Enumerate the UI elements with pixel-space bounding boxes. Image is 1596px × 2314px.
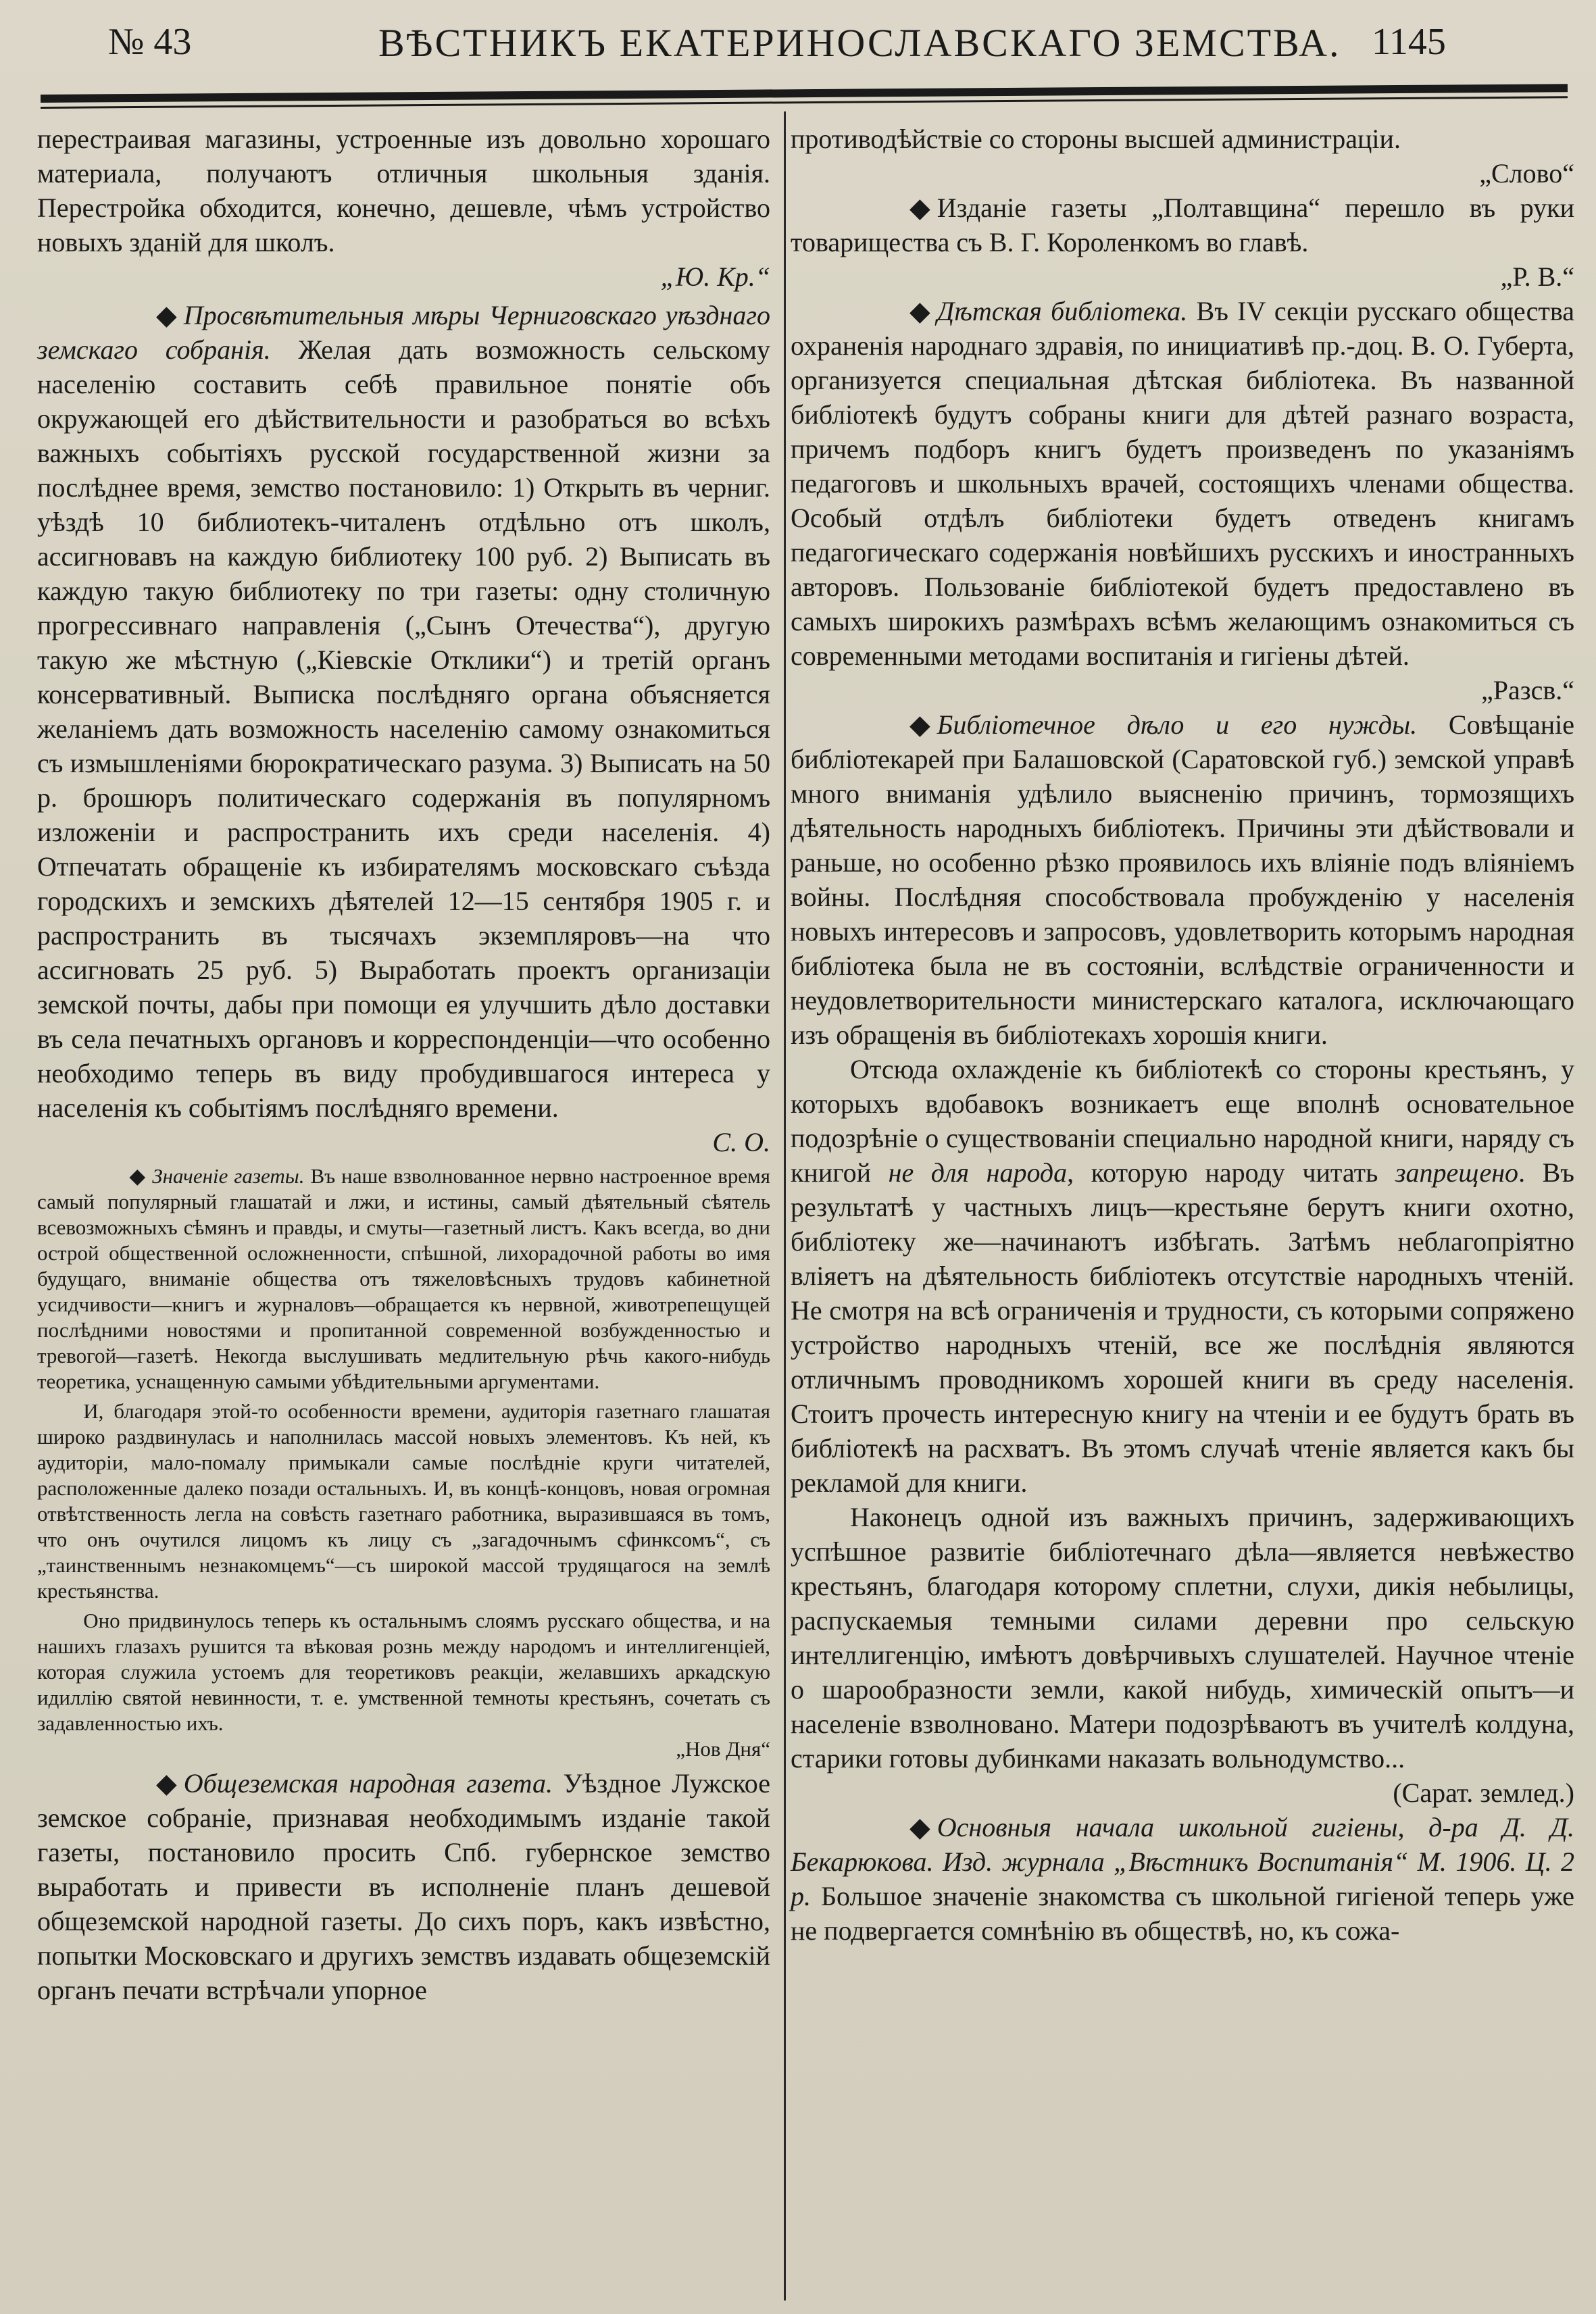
article-signature: „Нов Дня“ bbox=[676, 1737, 770, 1761]
article-signature: С. О. bbox=[712, 1127, 770, 1157]
article-title: Общеземская народная газета. bbox=[183, 1768, 553, 1799]
issue-number: № 43 bbox=[108, 21, 192, 63]
article-title: Дѣтская библіотека. bbox=[937, 296, 1188, 326]
page-number: 1145 bbox=[1372, 21, 1446, 63]
right-column bbox=[791, 122, 1574, 1948]
text-run-italic: запрещено bbox=[1395, 1157, 1519, 1188]
article-body: Изданіе газеты „Полтавщина“ перешло въ руки товарищества съ В. Г. Короленкомъ во главѣ. bbox=[791, 193, 1574, 257]
header-rule-thick bbox=[41, 84, 1568, 103]
article-signature: „Разсв.“ bbox=[1481, 675, 1574, 705]
article-title: Значеніе газеты. bbox=[152, 1164, 305, 1188]
left-column bbox=[37, 122, 770, 2007]
section-mark-icon: ◆ bbox=[909, 296, 930, 326]
article-obshchezemskaya bbox=[37, 1766, 770, 2007]
paragraph: Наконецъ одной изъ важныхъ причинъ, задерживающихъ успѣшное развитіе библіотечнаго дѣла—является невѣжество крестьянъ, благодаря которому сплетни, слухи, дикія небылицы, распускаемыя темными силами деревни про сельскую интеллигенцію, имѣютъ довѣрчивыхъ слушателей. Научное чтеніе о шарообразности земли, какой нибудь, химическій опытъ—и населеніе взволновано. Матери подозрѣваютъ въ учителѣ колдуна, старики готовы дубинками наказать вольнодумство... bbox=[791, 1502, 1574, 1774]
page-header bbox=[41, 14, 1460, 74]
article-gazeta bbox=[37, 1163, 770, 1394]
section-mark-icon: ◆ bbox=[909, 193, 930, 223]
article-body: Въ IV секціи русскаго общества охраненія народнаго здравія, по инициативѣ пр.-доц. В. О. Губерта, организуется специальная дѣтская библіотека. Въ названной библіотекѣ будутъ собраны книги для дѣтей разнаго возраста, причемъ подборъ книгъ будетъ произведенъ по указаніямъ педагоговъ и школьныхъ врачей, состоящихъ членами общества. Особый отдѣлъ библіотеки будетъ отведенъ книгамъ педагогическаго содержанія новѣйшихъ русскихъ и иностранныхъ авторовъ. Пользованіе библіотекой будетъ предоставлено въ самыхъ широкихъ размѣрахъ всѣмъ желающимъ ознакомиться съ современными методами воспитанія и гигіены дѣтей. bbox=[791, 296, 1574, 671]
article-signature: (Сарат. землед.) bbox=[1393, 1778, 1574, 1808]
section-mark-icon: ◆ bbox=[909, 709, 930, 740]
article-continuation: противодѣйствіе со стороны высшей администраціи. bbox=[791, 124, 1401, 154]
article-bibliotechnoe bbox=[791, 707, 1574, 1052]
text-run-italic: не для народа bbox=[888, 1157, 1068, 1188]
article-body: Большое значеніе знакомства съ школьной гигіеной теперь уже не подвергается сомнѣнію въ обществѣ, но, къ сожа- bbox=[791, 1881, 1575, 1946]
paragraph bbox=[791, 1052, 1574, 1500]
article-body: Въ наше взволнованное нервно настроенное время самый популярный глашатай и лжи, и истины, самый дѣятельный сѣятель всевозможныхъ сѣмянъ и правды, и смуты—газетный листъ. Какъ всегда, во дни острой общественной осложненности, спѣшной, лихорадочной работы во имя будущаго, вниманіе общества отъ тяжеловѣсныхъ трудовъ кабинетной усидчивости—книгъ и журналовъ—обращается къ нервной, животрепещущей послѣдними новостями и пропитанной современной возбужденностью и тревогой—газетѣ. Некогда выслушивать медлительную рѣчь какого-нибудь теоретика, уснащенную самыми убѣдительными аргументами. bbox=[37, 1164, 771, 1393]
article-body: Желая дать возможность сельскому населенію составить себѣ правильное понятіе объ окружающей его дѣйствительности и разобраться во всѣхъ важныхъ событіяхъ русской государственной жизни за послѣднее время, земство постановило: 1) Открыть въ черниг. уѣздѣ 10 библиотекъ-читаленъ отдѣльно отъ школъ, ассигновавъ на каждую библиотеку 100 руб. 2) Выписать въ каждую такую библиотеку по три газеты: одну столичную прогрессивнаго направленія („Сынъ Отечества“), другую такую же мѣстную („Кіевскіе Отклики“) и третій органъ консервативный. Выписка послѣдняго органа объясняется желаніемъ дать возможность населенію самому ознакомиться съ измышленіями бюрократическаго разума. 3) Выписать на 50 р. брошюръ политическаго содержанія въ популярномъ изложеніи и распространить ихъ среди населенія. 4) Отпечатать обращеніе къ избирателямъ московскаго съѣзда городскихъ и земскихъ дѣятелей 12—15 сентября 1905 г. и распространить въ тысячахъ экземпляровъ—на что ассигновать 25 руб. 5) Выработать проектъ организаціи земской почты, дабы при помощи ея улучшить дѣло доставки въ села печатныхъ органовъ и корреспонденціи—что особенно необходимо теперь въ виду пробудившагося интереса у населенія къ событіямъ послѣдняго времени. bbox=[37, 334, 770, 1123]
article-detskaya bbox=[791, 294, 1574, 673]
paragraph: Оно придвинулось теперь къ остальнымъ слоямъ русскаго общества, и на нашихъ глазахъ рушится та вѣковая рознь между народомъ и интеллигенціей, которая служила устоемъ для теоретиковъ реакціи, желавшихъ аркадскую идиллію святой невинности, т. е. умственной темноты крестьянъ, сочетать съ задавленностью ихъ. bbox=[37, 1609, 770, 1735]
column-divider bbox=[784, 111, 786, 2300]
section-mark-icon: ◆ bbox=[156, 300, 177, 330]
article-body: Уѣздное Лужское земское собраніе, признавая необходимымъ изданіе такой газеты, постановило просить Спб. губернское земство выработать и привести въ исполненіе планъ дешевой общеземской народной газеты. До сихъ поръ, какъ извѣстно, попытки Московскаго и другихъ земствъ издавать общеземскій органъ печати встрѣчали упорное bbox=[37, 1768, 770, 2005]
article-title: Библіотечное дѣло и его нужды. bbox=[937, 709, 1418, 740]
paragraph: И, благодаря этой-то особенности времени, аудиторія газетнаго глашатая широко раздвинулась и наполнилась массой новыхъ элементовъ. Къ ней, къ аудиторіи, мало-помалу примыкали самые послѣдніе круги читателей, расположенные далеко позади остальныхъ. И, въ концѣ-концовъ, новая огромная отвѣтственность легла на совѣсть газетнаго работника, выразившаяся въ томъ, что онъ очутился лицомъ къ лицу съ „загадочнымъ сфинксомъ“, съ „таинственнымъ незнакомцемъ“—съ широкой массой трудящагося на землѣ крестьянства. bbox=[37, 1399, 770, 1603]
article-signature: „Ю. Кр.“ bbox=[660, 261, 770, 292]
section-mark-icon: ◆ bbox=[909, 1812, 930, 1842]
article-continuation: перестраивая магазины, устроенные изъ довольно хорошаго материала, получаютъ отличныя школьныя зданія. Перестройка обходится, конечно, дешевле, чѣмъ устройство новыхъ зданій для школъ. bbox=[37, 124, 770, 257]
text-run: , которую народу читать bbox=[1067, 1157, 1378, 1188]
article-gigiena bbox=[791, 1810, 1574, 1948]
article-signature: „Слово“ bbox=[1479, 158, 1574, 188]
article-poltavshchina bbox=[791, 191, 1574, 259]
article-chernigov bbox=[37, 298, 770, 1125]
article-title: Просвѣтительныя мѣры Черниговскаго уѣзднаго земскаго собранія. bbox=[37, 300, 770, 365]
section-mark-icon: ◆ bbox=[156, 1768, 177, 1799]
text-run: Отсюда охлажденіе къ библіотекѣ со стороны крестьянъ, у которыхъ вдобавокъ возникаетъ еще вполнѣ основательное подозрѣніе о существованіи специально народной книги, наряду съ книгой bbox=[791, 1054, 1574, 1188]
article-signature: „Р. В.“ bbox=[1500, 261, 1574, 292]
article-title: Основныя начала школьной гигіены, д-ра Д. Д. Бекарюкова. Изд. журнала „Вѣстникъ Воспитанія“ М. 1906. Ц. 2 р. bbox=[791, 1812, 1574, 1911]
article-body: Совѣщаніе библіотекарей при Балашовской (Саратовской губ.) земской управѣ много вниманія удѣлило выясненію причинъ, тормозящихъ дѣятельность народныхъ библіотекъ. Причины эти дѣйствовали и раньше, но особенно рѣзко проявилось ихъ вліяніе подъ вліяніемъ войны. Послѣдняя способствовала пробужденію у населенія новыхъ интересовъ и запросовъ, удовлетворить которымъ народная библіотека была не въ состояніи, вслѣдствіе ограниченности и неудовлетворительности министерскаго каталога, исключающаго изъ обращенія въ библіотекахъ хорошія книги. bbox=[791, 709, 1575, 1050]
journal-title: ВѢСТНИКЪ ЕКАТЕРИНОСЛАВСКАГО ЗЕМСТВА. bbox=[378, 21, 1341, 65]
text-run: . Въ результатѣ у частныхъ лицъ—крестьяне берутъ книги охотно, библіотеку же—начинаютъ избѣгать. Затѣмъ неблагопріятно вліяетъ на дѣятельность библіотекъ отсутствіе народныхъ чтеній. Не смотря на всѣ ограниченія и трудности, съ которыми сопряжено устройство народныхъ чтеній, все же послѣднія являются отличнымъ проводникомъ хорошей книги въ среду населенія. Стоитъ прочесть интересную книгу на чтеніи и ее будутъ брать въ библіотекѣ на расхватъ. Въ этомъ случаѣ чтеніе является какъ бы рекламой для книги. bbox=[791, 1157, 1574, 1498]
section-mark-icon: ◆ bbox=[129, 1164, 146, 1188]
